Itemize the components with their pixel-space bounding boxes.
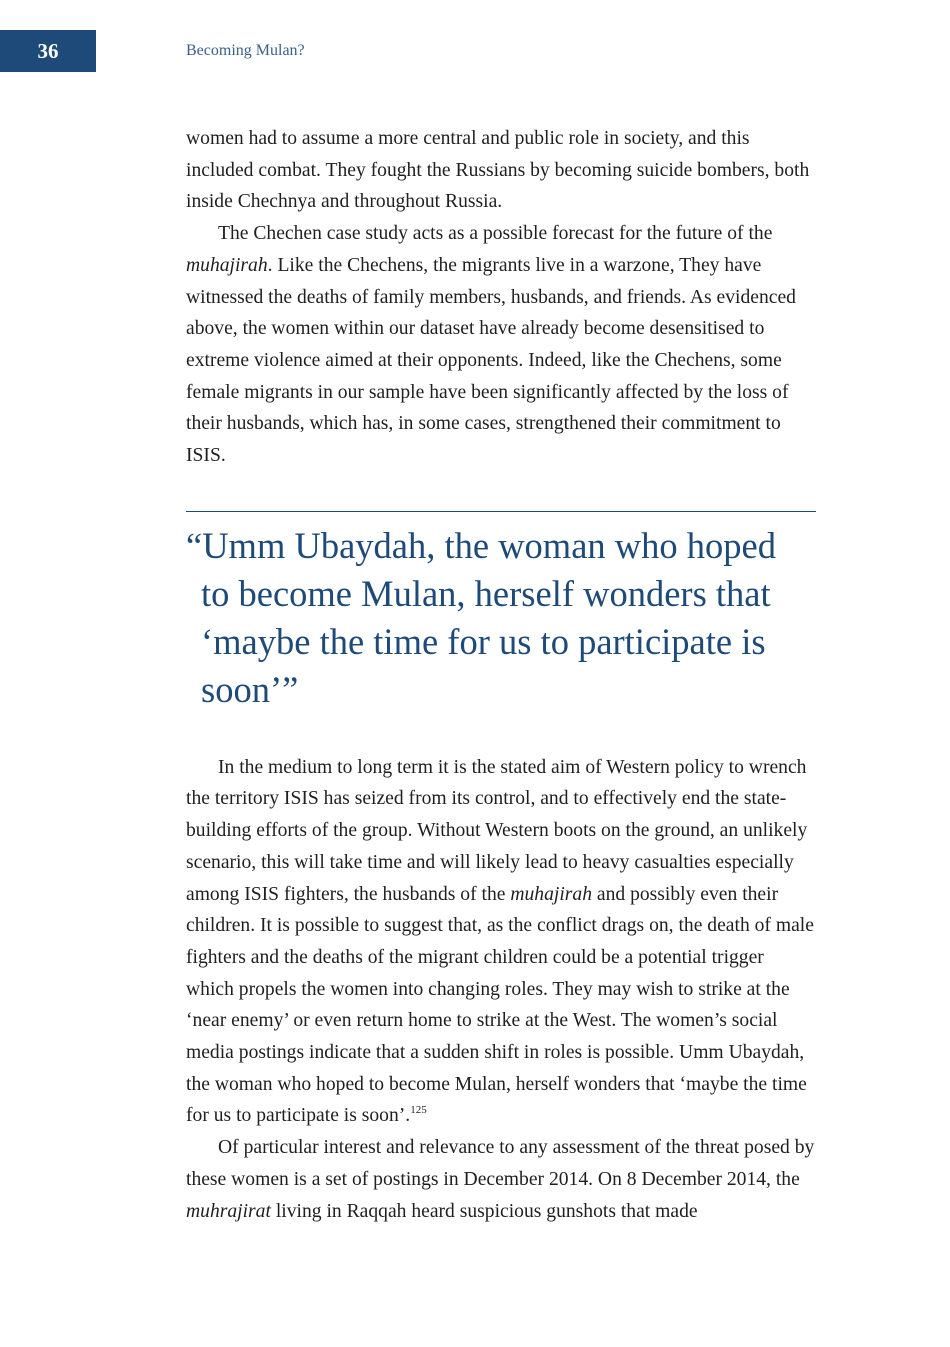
paragraph-text: living in Raqqah heard suspicious gunshots that made	[270, 1200, 698, 1222]
main-content	[186, 123, 816, 1227]
paragraph-text: . Like the Chechens, the migrants live in a warzone, They have witnessed the deaths of family members, husbands, and friends. As evidenced above, the women within our dataset have already become desensitised to extreme violence aimed at their opponents. Indeed, like the Chechens, some female migrants in our sample have been significantly affected by the loss of their husbands, which has, in some cases, strengthened their commitment to ISIS.	[186, 254, 796, 467]
pull-quote	[186, 511, 816, 714]
paragraph-text: In the medium to long term it is the stated aim of Western policy to wrench the territory ISIS has seized from its control, and to effectively end the state-building efforts of the group. Without Western boots on the ground, an unlikely scenario, this will take time and will likely lead to heavy casualties especially among ISIS fighters, the husbands of the	[186, 756, 808, 905]
body-paragraph	[186, 218, 816, 472]
italic-term: muhajirah	[186, 254, 268, 276]
footnote-reference[interactable]: 125	[410, 1104, 427, 1117]
body-paragraph	[186, 1132, 816, 1227]
paragraph-text: The Chechen case study acts as a possible forecast for the future of the	[218, 223, 773, 245]
body-paragraph	[186, 123, 816, 218]
pull-quote-text: “Umm Ubaydah, the woman who hoped to become Mulan, herself wonders that ‘maybe the time for us to participate is soon’”	[186, 524, 776, 710]
italic-term: muhajirah	[510, 883, 592, 905]
page-number-box	[0, 30, 96, 72]
body-paragraph	[186, 752, 816, 1132]
running-header-title: Becoming Mulan?	[186, 42, 305, 59]
page-number: 36	[37, 38, 59, 63]
paragraph-text: women had to assume a more central and public role in society, and this included combat. They fought the Russians by becoming suicide bombers, both inside Chechnya and throughout Russia.	[186, 128, 810, 213]
paragraph-text: and possibly even their children. It is possible to suggest that, as the conflict drags on, the death of male fighters and the deaths of the migrant children could be a potential trigger which propels the women into changing roles. They may wish to strike at the ‘near enemy’ or even return home to strike at the West. The women’s social media postings indicate that a sudden shift in roles is possible. Umm Ubaydah, the woman who hoped to become Mulan, herself wonders that ‘maybe the time for us to participate is soon’.	[186, 883, 814, 1127]
italic-term: muhrajirat	[186, 1200, 271, 1222]
paragraph-text: Of particular interest and relevance to any assessment of the threat posed by these women is a set of postings in December 2014. On 8 December 2014, the	[186, 1137, 815, 1190]
